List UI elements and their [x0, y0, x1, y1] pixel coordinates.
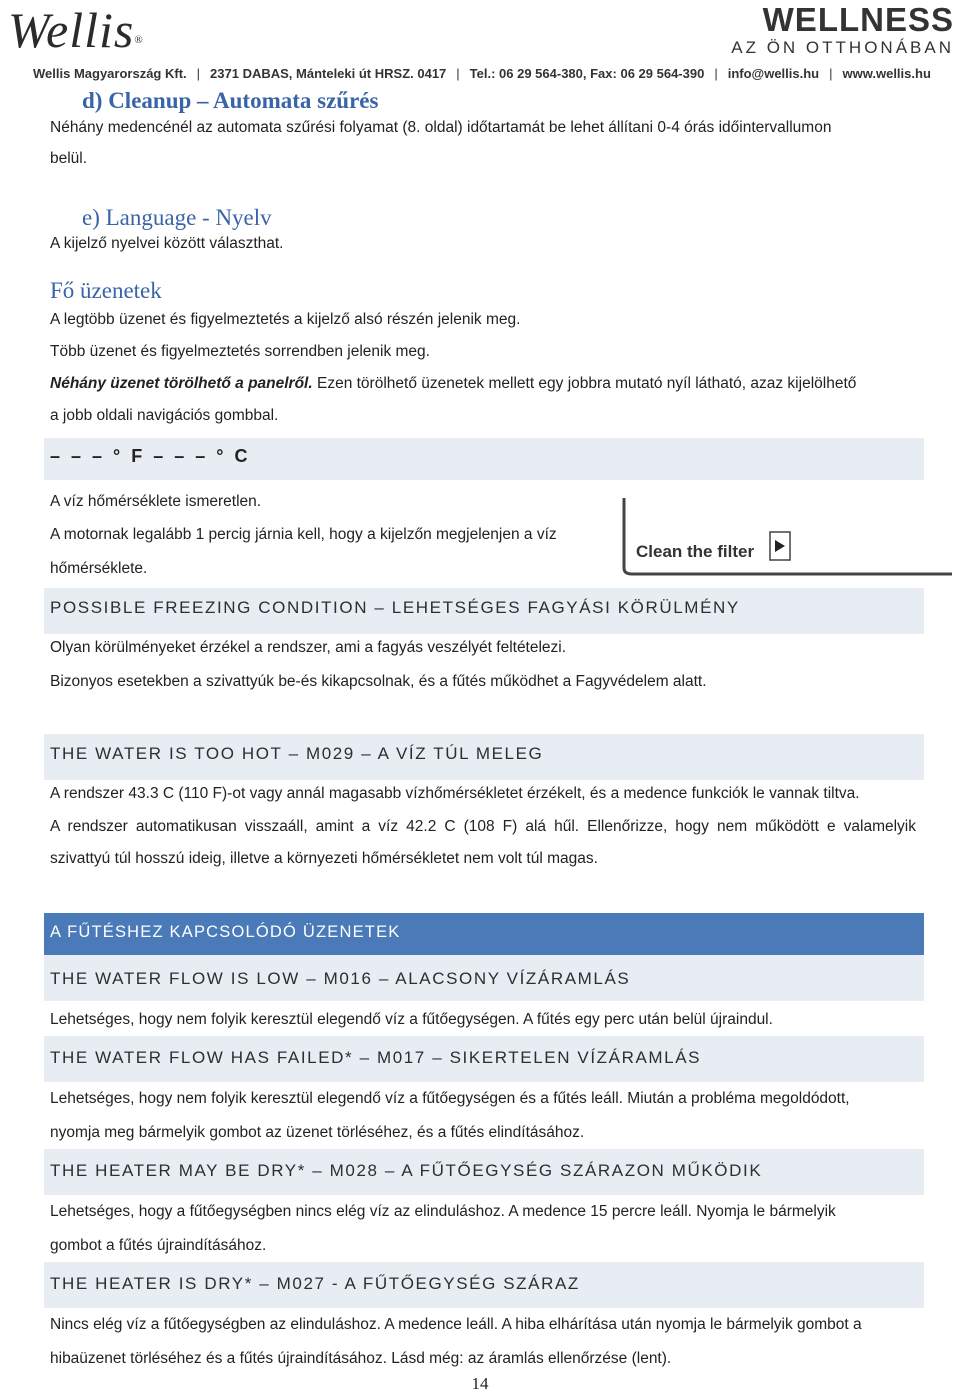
freezing-text-2: Bizonyos esetekben a szivattyúk be-és kikapcsolnak, és a fűtés működhet a Fagyvédelem alatt. — [50, 673, 707, 690]
wellis-logo: Wellis® — [8, 2, 144, 58]
temp-desc-3: hőmérséklete. — [50, 560, 148, 577]
dry-text-1: Nincs elég víz a fűtőegységben az elinduláshoz. A medence leáll. A hiba elhárítása után nyomja le bármelyik gombot a — [50, 1316, 862, 1333]
flow-failed-title: THE WATER FLOW HAS FAILED* – M017 – SIKERTELEN VÍZÁRAMLÁS — [50, 1048, 702, 1067]
temp-display-text: – – – ° F – – – ° C — [50, 446, 251, 466]
clean-filter-display — [620, 498, 952, 578]
temp-desc-2: A motornak legalább 1 percig járnia kell, hogy a kijelzőn megjelenjen a víz — [50, 526, 557, 543]
brand-subtitle: AZ ÖN OTTHONÁBAN — [731, 38, 954, 57]
heating-band-title: A FŰTÉSHEZ KAPCSOLÓDÓ ÜZENETEK — [50, 923, 401, 941]
company-address: 2371 DABAS, Mánteleki út HRSZ. 0417 — [210, 65, 447, 81]
main-text-3 — [50, 374, 930, 394]
hot-text-1: A rendszer 43.3 C (110 F)-ot vagy annál magasabb vízhőmérsékletet érzékelt, és a medence funkciók le vannak tiltva. — [50, 785, 860, 802]
main-messages-heading: Fő üzenetek — [50, 278, 162, 303]
company-web[interactable]: www.wellis.hu — [842, 65, 931, 81]
main-text-3-rest: Ezen törölhető üzenetek mellett egy jobbra mutató nyíl látható, azaz kijelölhető — [312, 375, 857, 392]
dry-text-2: hibaüzenet törléséhez és a fűtés újraindításához. Lásd még: az áramlás ellenőrzése (lent). — [50, 1350, 672, 1367]
freezing-text-1: Olyan körülményeket érzékel a rendszer, ami a fagyás veszélyét feltételezi. — [50, 639, 567, 656]
dry-title: THE HEATER IS DRY* – M027 - A FŰTŐEGYSÉG SZÁRAZ — [50, 1274, 580, 1293]
cleanup-text-1: Néhány medencénél az automata szűrési folyamat (8. oldal) időtartamát be lehet állítani 0-4 órás időintervallumon — [50, 119, 832, 136]
main-text-1: A legtöbb üzenet és figyelmeztetés a kijelző alsó részén jelenik meg. — [50, 311, 521, 328]
company-phone: Tel.: 06 29 564-380, Fax: 06 29 564-390 — [469, 65, 705, 81]
hot-text-3: szivattyú túl hosszú ideig, illetve a környezeti hőmérsékletet nem volt túl magas. — [50, 850, 598, 867]
language-heading: e) Language - Nyelv — [82, 205, 272, 230]
maybe-dry-text-1: Lehetséges, hogy a fűtőegységben nincs elég víz az elinduláshoz. A medence 15 percre leáll. Nyomja le bármelyik — [50, 1203, 836, 1220]
main-text-3-emphasis: Néhány üzenet törölhető a panelről. — [50, 375, 313, 392]
heating-messages-band — [44, 913, 924, 955]
temp-desc-1: A víz hőmérséklete ismeretlen. — [50, 493, 262, 510]
freezing-title: POSSIBLE FREEZING CONDITION – LEHETSÉGES FAGYÁSI KÖRÜLMÉNY — [50, 598, 740, 617]
maybe-dry-title: THE HEATER MAY BE DRY* – M028 – A FŰTŐEGYSÉG SZÁRAZON MŰKÖDIK — [50, 1161, 763, 1180]
language-text: A kijelző nyelvei között választhat. — [50, 235, 284, 252]
flow-failed-text-2: nyomja meg bármelyik gombot az üzenet törléséhez, és a fűtés elindításához. — [50, 1124, 585, 1141]
hot-text-2: A rendszer automatikusan visszaáll, amint a víz 42.2 C (108 F) alá hűl. Ellenőrizze, hogy nem működött e valamelyik — [50, 818, 916, 835]
brand-title: WELLNESS — [762, 1, 954, 38]
main-text-2: Több üzenet és figyelmeztetés sorrendben jelenik meg. — [50, 343, 430, 360]
contact-bar: Wellis Magyarország Kft. | 2371 DABAS, Mánteleki út HRSZ. 0417 | Tel.: 06 29 564-380, Fax: 06 29 564-390 | info@wellis.hu | www.wellis.hu — [0, 62, 960, 84]
company-email[interactable]: info@wellis.hu — [727, 65, 820, 81]
hot-title: THE WATER IS TOO HOT – M029 – A VÍZ TÚL MELEG — [50, 744, 544, 763]
flow-failed-text-1: Lehetséges, hogy nem folyik keresztül elegendő víz a fűtőegységen és a fűtés leáll. Miután a probléma megoldódott, — [50, 1090, 850, 1107]
flow-low-title: THE WATER FLOW IS LOW – M016 – ALACSONY VÍZÁRAMLÁS — [50, 969, 631, 988]
maybe-dry-text-2: gombot a fűtés újraindításához. — [50, 1237, 267, 1254]
clean-filter-label: Clean the filter — [636, 542, 755, 561]
arrow-right-icon[interactable] — [770, 532, 790, 560]
cleanup-heading: d) Cleanup – Automata szűrés — [82, 88, 379, 113]
flow-low-text: Lehetséges, hogy nem folyik keresztül elegendő víz a fűtőegységen. A fűtés egy perc után belül újraindul. — [50, 1011, 773, 1028]
page-number: 14 — [471, 1374, 489, 1393]
company-name: Wellis Magyarország Kft. — [33, 65, 187, 81]
cleanup-text-2: belül. — [50, 150, 88, 167]
main-text-4: a jobb oldali navigációs gombbal. — [50, 407, 279, 424]
